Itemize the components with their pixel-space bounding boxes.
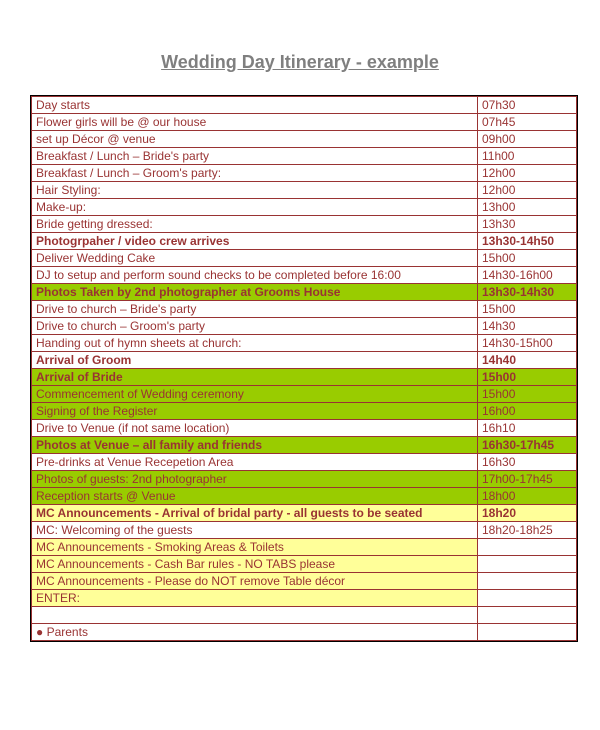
table-row <box>32 114 577 131</box>
event-cell: Handing out of hymn sheets at church: <box>32 335 478 352</box>
event-cell: Photos Taken by 2nd photographer at Grooms House <box>32 284 478 301</box>
event-cell <box>32 607 478 624</box>
event-cell: Drive to church – Groom's party <box>32 318 478 335</box>
event-cell: Flower girls will be @ our house <box>32 114 478 131</box>
table-row <box>32 97 577 114</box>
table-row <box>32 522 577 539</box>
event-cell: ● Parents <box>32 624 478 641</box>
time-cell: 13h30-14h50 <box>478 233 577 250</box>
event-cell: Photos of guests: 2nd photographer <box>32 471 478 488</box>
event-cell: Pre-drinks at Venue Recepetion Area <box>32 454 478 471</box>
event-cell: set up Décor @ venue <box>32 131 478 148</box>
table-row <box>32 471 577 488</box>
time-cell: 14h40 <box>478 352 577 369</box>
time-cell: 07h30 <box>478 97 577 114</box>
time-cell: 18h20 <box>478 505 577 522</box>
table-row <box>32 403 577 420</box>
event-cell: Deliver Wedding Cake <box>32 250 478 267</box>
event-cell: Drive to Venue (if not same location) <box>32 420 478 437</box>
table-row <box>32 182 577 199</box>
event-cell: Hair Styling: <box>32 182 478 199</box>
table-row <box>32 505 577 522</box>
event-cell: Signing of the Register <box>32 403 478 420</box>
event-cell: Photos at Venue – all family and friends <box>32 437 478 454</box>
table-row <box>32 267 577 284</box>
event-cell: Drive to church – Bride's party <box>32 301 478 318</box>
table-row <box>32 488 577 505</box>
table-row <box>32 216 577 233</box>
time-cell: 17h00-17h45 <box>478 471 577 488</box>
table-row <box>32 624 577 641</box>
event-cell: Make-up: <box>32 199 478 216</box>
event-cell: Arrival of Groom <box>32 352 478 369</box>
table-row <box>32 369 577 386</box>
event-cell: MC Announcements - Smoking Areas & Toilets <box>32 539 478 556</box>
event-cell: Bride getting dressed: <box>32 216 478 233</box>
itinerary-table-wrapper <box>30 95 578 642</box>
table-row <box>32 556 577 573</box>
time-cell <box>478 539 577 556</box>
time-cell: 15h00 <box>478 386 577 403</box>
time-cell: 18h00 <box>478 488 577 505</box>
table-row <box>32 607 577 624</box>
time-cell <box>478 573 577 590</box>
event-cell: Commencement of Wedding ceremony <box>32 386 478 403</box>
time-cell: 12h00 <box>478 165 577 182</box>
event-cell: Reception starts @ Venue <box>32 488 478 505</box>
table-row <box>32 301 577 318</box>
time-cell: 15h00 <box>478 301 577 318</box>
time-cell: 14h30-15h00 <box>478 335 577 352</box>
time-cell: 11h00 <box>478 148 577 165</box>
event-cell: Photogrpaher / video crew arrives <box>32 233 478 250</box>
event-cell: Arrival of Bride <box>32 369 478 386</box>
table-row <box>32 437 577 454</box>
event-cell: Day starts <box>32 97 478 114</box>
table-row <box>32 590 577 607</box>
table-row <box>32 420 577 437</box>
table-row <box>32 165 577 182</box>
event-cell: ENTER: <box>32 590 478 607</box>
time-cell: 13h00 <box>478 199 577 216</box>
time-cell: 15h00 <box>478 369 577 386</box>
time-cell: 13h30-14h30 <box>478 284 577 301</box>
event-cell: DJ to setup and perform sound checks to be completed before 16:00 <box>32 267 478 284</box>
time-cell <box>478 624 577 641</box>
time-cell: 18h20-18h25 <box>478 522 577 539</box>
time-cell: 07h45 <box>478 114 577 131</box>
table-row <box>32 386 577 403</box>
event-cell: Breakfast / Lunch – Groom's party: <box>32 165 478 182</box>
table-row <box>32 233 577 250</box>
itinerary-table <box>31 96 577 641</box>
time-cell <box>478 556 577 573</box>
time-cell <box>478 607 577 624</box>
table-row <box>32 454 577 471</box>
page-title: Wedding Day Itinerary - example <box>161 52 439 72</box>
event-cell: MC Announcements - Please do NOT remove Table décor <box>32 573 478 590</box>
time-cell: 09h00 <box>478 131 577 148</box>
itinerary-table-body <box>32 97 577 641</box>
table-row <box>32 199 577 216</box>
event-cell: MC Announcements - Arrival of bridal party - all guests to be seated <box>32 505 478 522</box>
table-row <box>32 318 577 335</box>
time-cell <box>478 590 577 607</box>
table-row <box>32 250 577 267</box>
time-cell: 14h30-16h00 <box>478 267 577 284</box>
time-cell: 16h30 <box>478 454 577 471</box>
time-cell: 16h00 <box>478 403 577 420</box>
time-cell: 16h30-17h45 <box>478 437 577 454</box>
table-row <box>32 573 577 590</box>
event-cell: MC: Welcoming of the guests <box>32 522 478 539</box>
table-row <box>32 335 577 352</box>
table-row <box>32 539 577 556</box>
event-cell: Breakfast / Lunch – Bride's party <box>32 148 478 165</box>
time-cell: 15h00 <box>478 250 577 267</box>
time-cell: 14h30 <box>478 318 577 335</box>
table-row <box>32 284 577 301</box>
table-row <box>32 131 577 148</box>
time-cell: 12h00 <box>478 182 577 199</box>
table-row <box>32 148 577 165</box>
time-cell: 16h10 <box>478 420 577 437</box>
event-cell: MC Announcements - Cash Bar rules - NO TABS please <box>32 556 478 573</box>
table-row <box>32 352 577 369</box>
time-cell: 13h30 <box>478 216 577 233</box>
